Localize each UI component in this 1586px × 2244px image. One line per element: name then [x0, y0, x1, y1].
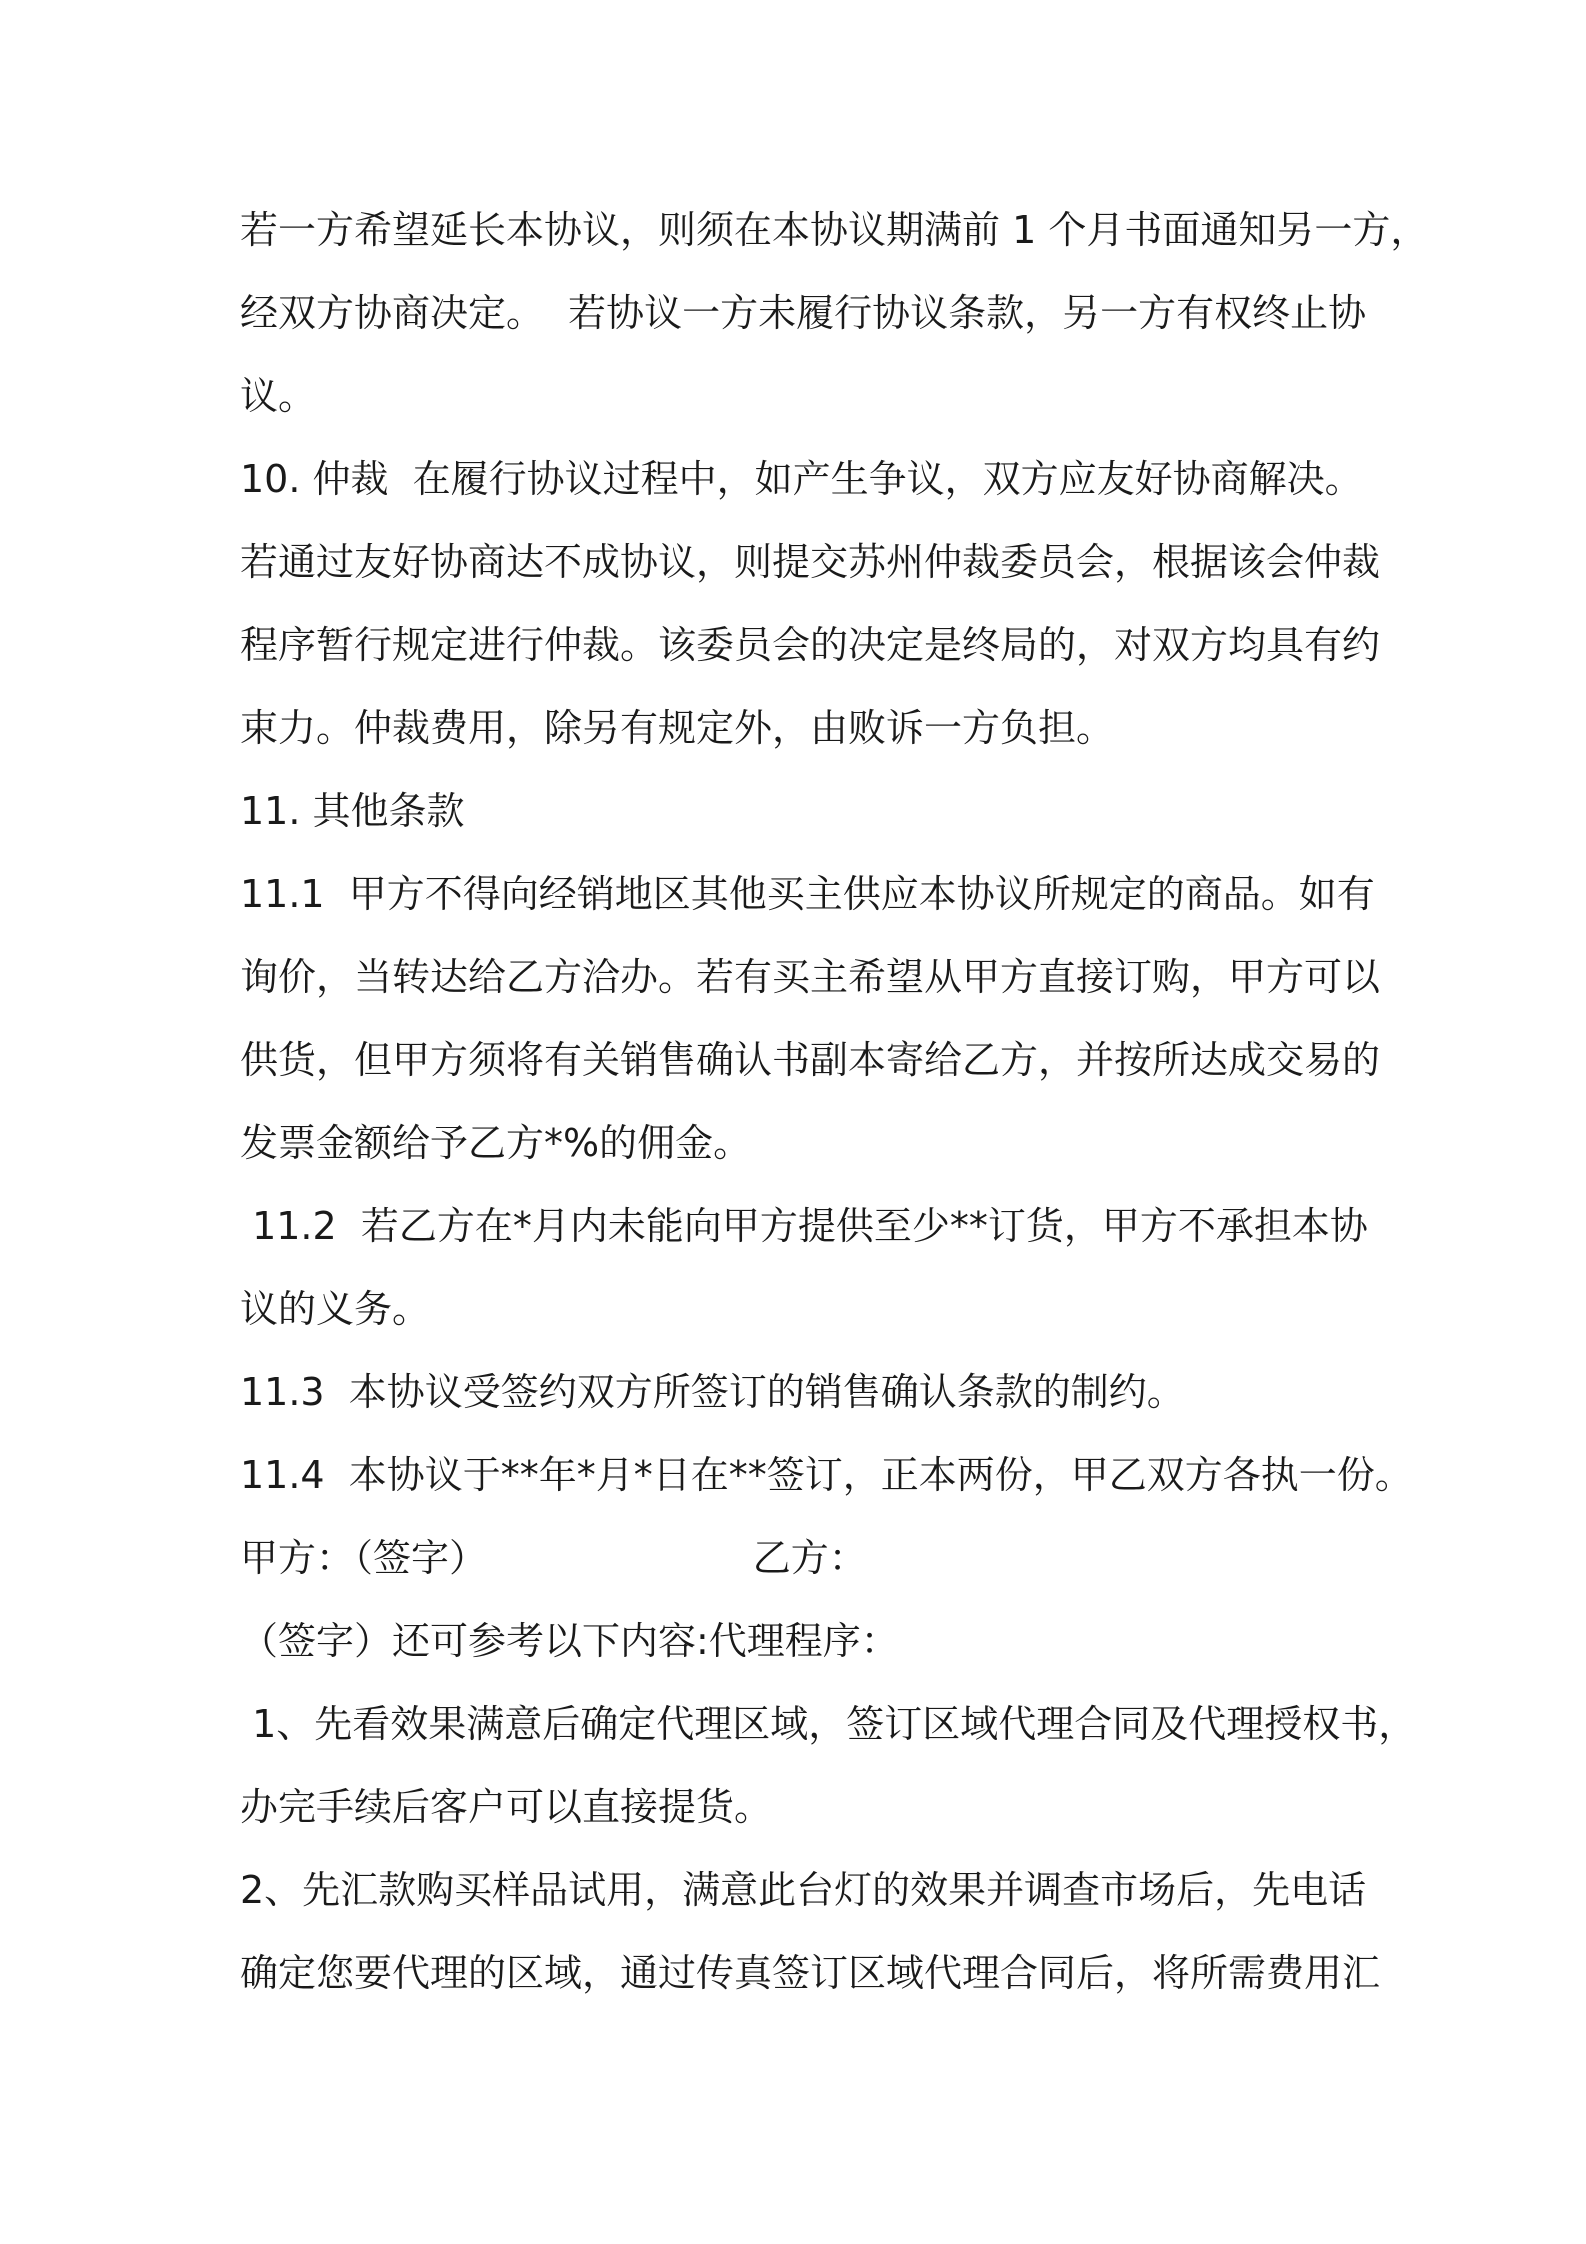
text-line: 11.4 本协议于**年*月*日在**签订，正本两份，甲乙双方各执一份。 [240, 1453, 1413, 1497]
text-line: 程序暂行规定进行仲裁。该委员会的决定是终局的，对双方均具有约 [240, 623, 1381, 667]
text-line: 发票金额给予乙方*%的佣金。 [240, 1121, 752, 1165]
text-line: 1、先看效果满意后确定代理区域，签订区域代理合同及代理授权书， [240, 1702, 1417, 1746]
text-line: 供货，但甲方须将有关销售确认书副本寄给乙方，并按所达成交易的 [240, 1038, 1381, 1082]
text-line: 确定您要代理的区域，通过传真签订区域代理合同后，将所需费用汇 [240, 1951, 1381, 1995]
text-line: 10. 仲裁 在履行协议过程中，如产生争议，双方应友好协商解决。 [240, 457, 1363, 501]
text-line: 询价，当转达给乙方洽办。若有买主希望从甲方直接订购，甲方可以 [240, 955, 1381, 999]
text-line: 办完手续后客户可以直接提货。 [240, 1785, 773, 1829]
text-line: 束力。仲裁费用，除另有规定外，由败诉一方负担。 [240, 706, 1115, 750]
text-line: 2、先汇款购买样品试用，满意此台灯的效果并调查市场后，先电话 [240, 1868, 1367, 1912]
section-heading: 11. 其他条款 [240, 789, 465, 833]
text-line: 若通过友好协商达不成协议，则提交苏州仲裁委员会，根据该会仲裁 [240, 540, 1381, 584]
text-line: 议。 [240, 374, 317, 418]
text-line: 经双方协商决定。 若协议一方未履行协议条款，另一方有权终止协 [240, 291, 1367, 335]
text-line: 若一方希望延长本协议，则须在本协议期满前 1 个月书面通知另一方， [240, 208, 1429, 252]
text-line: 11.2 若乙方在*月内未能向甲方提供至少**订货，甲方不承担本协 [240, 1204, 1368, 1248]
text-line: （签字）还可参考以下内容:代理程序： [240, 1619, 899, 1663]
text-line: 议的义务。 [240, 1287, 431, 1331]
text-line: 11.3 本协议受签约双方所签订的销售确认条款的制约。 [240, 1370, 1185, 1414]
signature-line: 甲方：（签字） 乙方： [240, 1536, 867, 1580]
text-line: 11.1 甲方不得向经销地区其他买主供应本协议所规定的商品。如有 [240, 872, 1375, 916]
